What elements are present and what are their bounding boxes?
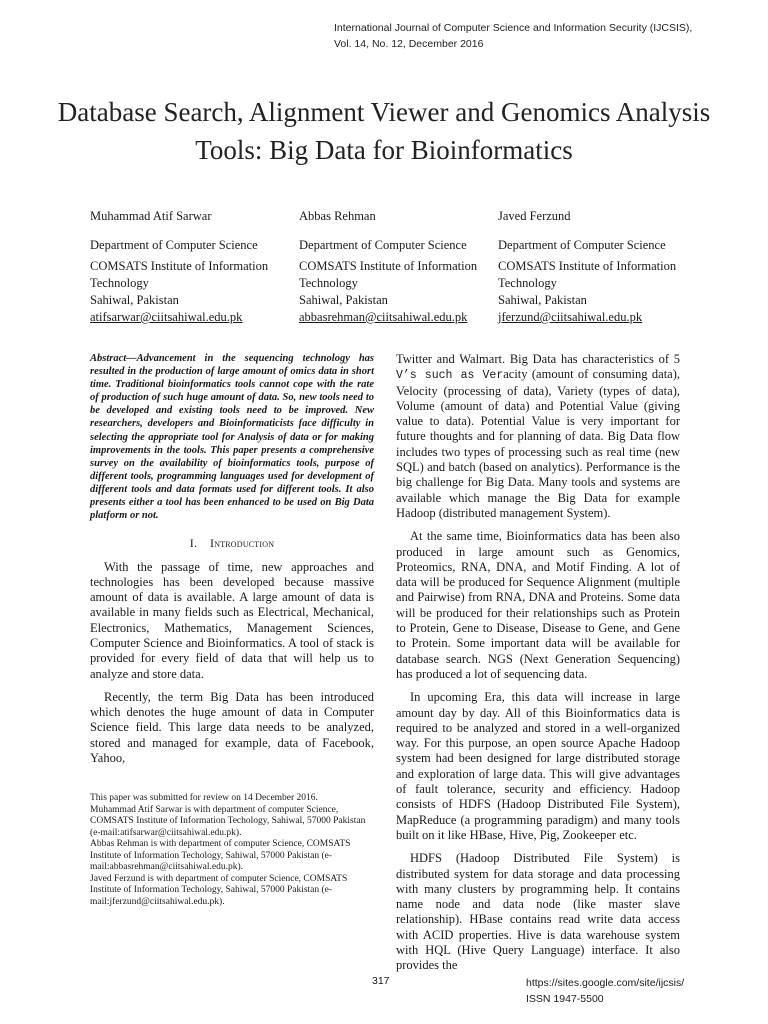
author-city: Sahiwal, Pakistan bbox=[498, 293, 587, 307]
section-title: Introduction bbox=[210, 536, 275, 551]
body-paragraph bbox=[396, 352, 680, 521]
paragraph-text-mono: V’s such as Ver bbox=[396, 369, 504, 383]
author-department: Department of Computer Science bbox=[90, 238, 258, 252]
author-name: Abbas Rehman bbox=[299, 209, 376, 223]
journal-volume: Vol. 14, No. 12, December 2016 bbox=[334, 38, 484, 50]
author-institution-cont: Technology bbox=[299, 276, 358, 290]
journal-header bbox=[334, 20, 754, 52]
author-block-3 bbox=[498, 208, 708, 326]
page-number: 317 bbox=[372, 975, 390, 987]
author-city: Sahiwal, Pakistan bbox=[299, 293, 388, 307]
author-institution-cont: Technology bbox=[498, 276, 557, 290]
section-number: I. bbox=[189, 536, 198, 551]
body-paragraph: HDFS (Hadoop Distributed File System) is distributed system for data storage and data processing with many clusters by programming help. It contains name node and data node (like master slave relationship). HBase contains read write data access with ACID properties. Hive is data warehouse system with HQL (Hive Query Language) interface. It also provides the bbox=[396, 851, 680, 973]
right-column bbox=[396, 352, 680, 982]
footnote-submission: This paper was submitted for review on 14 December 2016. bbox=[90, 793, 318, 803]
author-department: Department of Computer Science bbox=[299, 238, 467, 252]
left-column bbox=[90, 352, 374, 774]
author-block-1 bbox=[90, 208, 300, 326]
footnote-author-3: Javed Ferzund is with department of computer Science, COMSATS Institute of Information Techology, Sahiwal, 57000 Pakistan (e-mail:jferzund@ciitsahiwal.edu.pk). bbox=[90, 873, 348, 907]
author-institution: COMSATS Institute of Information bbox=[299, 259, 478, 273]
section-heading-introduction bbox=[90, 536, 374, 551]
author-institution: COMSATS Institute of Information bbox=[498, 259, 677, 273]
paragraph-text: acity (amount of consuming data), Velocity (processing of data), Variety (types of data), Volume (amount of data) and Potential Value (giving value to data). Potential Value is very important for future thoughts and for planning of data. Big Data flow includes two types of processing such as real time (new SQL) and batch (based on analytics). Performance is the big challenge for Big Data. Many tools and systems are available which manage the Big Data for example Hadoop (distributed management System). bbox=[396, 367, 680, 520]
author-name: Muhammad Atif Sarwar bbox=[90, 209, 212, 223]
footnote-author-2: Abbas Rehman is with department of computer Science, COMSATS Institute of Information Techology, Sahiwal, 57000 Pakistan (e-mail:abbasrehman@ciitsahiwal.edu.pk). bbox=[90, 839, 351, 872]
author-email-link[interactable]: abbasrehman@ciitsahiwal.edu.pk bbox=[299, 310, 468, 324]
journal-url-link[interactable]: https://sites.google.com/site/ijcsis/ bbox=[526, 977, 685, 989]
abstract: Abstract—Advancement in the sequencing technology has resulted in the production of large amount of omics data in short time. Traditional bioinformatics tools cannot cope with the rate of production of such huge amount of data. So, new tools need to be developed and existing tools need to be improved. New researchers, developers and Bioinformaticists face difficulty in selecting the appropriate tool for Analysis of data or for making improvements in the tools. This paper presents a comprehensive survey on the availability of bioinformatics tools, purpose of different tools, programming languages used for development of different tools and data formats used for different tools. It also presents either a tool has been enhanced to be used on Big Data platform or not. bbox=[90, 353, 374, 522]
author-department: Department of Computer Science bbox=[498, 238, 666, 252]
journal-name: International Journal of Computer Science and Information Security (IJCSIS), bbox=[334, 22, 693, 34]
author-email-link[interactable]: atifsarwar@ciitsahiwal.edu.pk bbox=[90, 310, 243, 324]
footer-right bbox=[526, 975, 756, 1007]
body-paragraph: At the same time, Bioinformatics data has been also produced in large amount such as Genomics, Proteomics, RNA, DNA, and Motif Finding. A lot of data will be produced for Sequence Alignment (multiple and Pairwise) from RNA, DNA and Proteins. Some data will be produced for their relationships such as Protein to Protein, Gene to Disease, Disease to Gene, and Gene to Protein. Some important data will be available for database search. NGS (Next Generation Sequencing) has produced a lot of sequencing data. bbox=[396, 529, 680, 681]
paper-title: Database Search, Alignment Viewer and Genomics Analysis Tools: Big Data for Bioinformatics bbox=[57, 97, 711, 165]
body-paragraph: Recently, the term Big Data has been introduced which denotes the huge amount of data in Computer Science field. This large data needs to be analyzed, stored and managed for example, data of Facebook, Yahoo, bbox=[90, 689, 374, 766]
footnote-author-1: Muhammad Atif Sarwar is with department of computer Science, COMSATS Institute of Information Techology, Sahiwal, 57000 Pakistan (e-mail:atifsarwar@ciitsahiwal.edu.pk). bbox=[90, 804, 366, 838]
body-paragraph: With the passage of time, new approaches and technologies has been developed because massive amount of data is available. A large amount of data is available in many fields such as Electrical, Mechanical, Electronics, Mathematics, Management Sciences, Computer Science and Bioinformatics. A tool of stack is provided for every field of data that will help us to analyze and store data. bbox=[90, 559, 374, 681]
body-paragraph: In upcoming Era, this data will increase in large amount day by day. All of this Bioinformatics data is required to be analyzed and stored in a well-organized way. For this purpose, an open source Apache Hadoop system had been designed for large distributed storage and exploration of large data. This will give advantages of fault tolerance, security and efficiency. Hadoop consists of HDFS (Hadoop Distributed File System), MapReduce (a programming paradigm) and many tools built on it like HBase, Hive, Pig, Zookeeper etc. bbox=[396, 690, 680, 842]
author-institution-cont: Technology bbox=[90, 276, 149, 290]
footnote bbox=[90, 793, 374, 908]
paragraph-text: Twitter and Walmart. Big Data has characteristics of 5 bbox=[396, 352, 680, 366]
author-email-link[interactable]: jferzund@ciitsahiwal.edu.pk bbox=[498, 310, 643, 324]
issn-label: ISSN 1947-5500 bbox=[526, 993, 604, 1005]
author-institution: COMSATS Institute of Information bbox=[90, 259, 269, 273]
author-city: Sahiwal, Pakistan bbox=[90, 293, 179, 307]
author-name: Javed Ferzund bbox=[498, 209, 571, 223]
author-block-2 bbox=[299, 208, 509, 326]
